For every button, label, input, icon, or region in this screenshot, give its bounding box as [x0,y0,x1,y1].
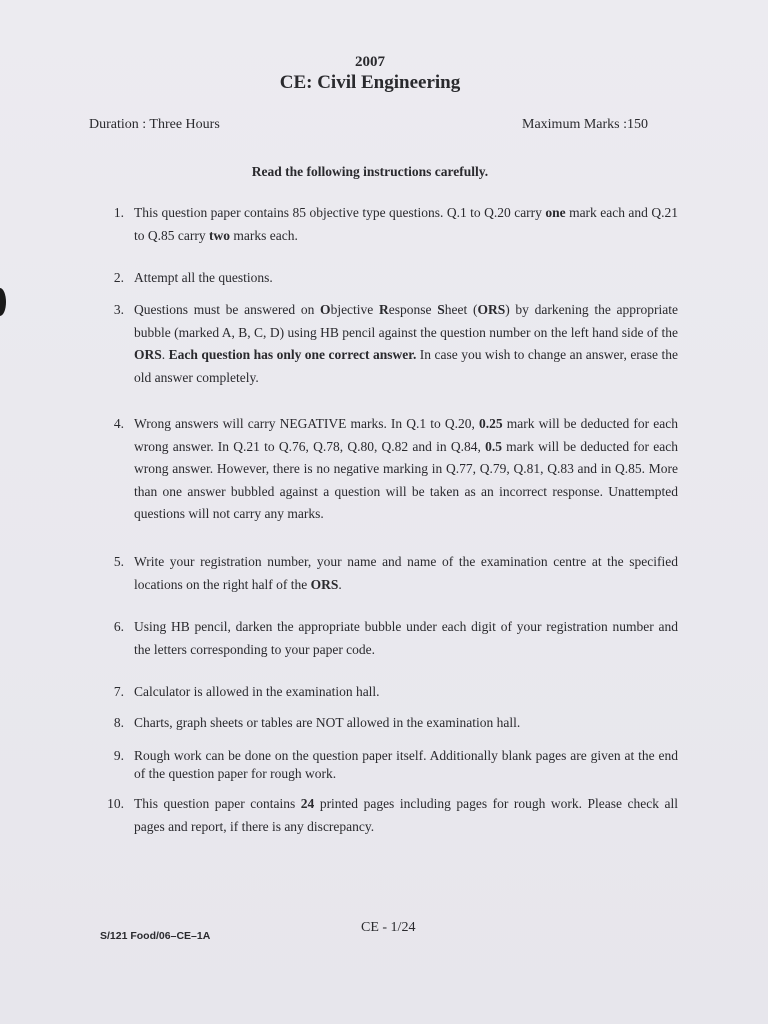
instruction-text: Charts, graph sheets or tables are NOT allowed in the examination hall. [134,715,521,730]
duration-text: Duration : Three Hours [89,117,220,132]
instruction-text: Questions must be answered on Objective Response Sheet (ORS) by darkening the appropriate bubble (marked A, B, C, D) using HB pencil against the question number on the left hand side of the ORS. Each question has only one correct answer. In case you wish to change an answer, erase the old answer completely. [134,302,679,385]
instruction-text: Calculator is allowed in the examination hall. [134,684,380,699]
maximum-marks-text: Maximum Marks :150 [522,117,648,132]
instruction-number: 3. [113,302,124,317]
instruction-number: 10. [107,796,124,811]
instruction-text: Using HB pencil, darken the appropriate bubble under each digit of your registration number and the letters corresponding to your paper code. [134,619,678,657]
exam-year: 2007 [355,54,385,70]
instruction-number: 4. [113,416,124,431]
instruction-text: Rough work can be done on the question paper itself. Additionally blank pages are given at the end of the question paper for rough work. [134,748,678,781]
instruction-text: Wrong answers will carry NEGATIVE marks. In Q.1 to Q.20, 0.25 mark will be deducted for each wrong answer. In Q.21 to Q.76, Q.78, Q.80, Q.82 and in Q.84, 0.5 mark will be deducted for each wrong answer. However, there is no negative marking in Q.77, Q.79, Q.81, Q.83 and in Q.85. More than one answer bubbled against a question will be taken as an incorrect response. Unattempted questions will not carry any marks. [134,416,678,521]
instruction-number: 9. [113,748,124,763]
instruction-number: 6. [113,619,124,634]
punch-hole [0,288,6,316]
instruction-text: Attempt all the questions. [134,270,273,285]
instruction-number: 1. [113,205,124,220]
paper-title: CE: Civil Engineering [279,72,461,93]
instructions-heading: Read the following instructions carefully. [251,164,489,179]
instruction-text: Write your registration number, your name and name of the examination centre at the specified locations on the right half of the ORS. [134,554,678,592]
instruction-number: 7. [113,684,124,699]
paper-code: S/121 Food/06–CE–1A [100,930,211,942]
instruction-number: 5. [113,554,124,569]
instruction-number: 2. [113,270,124,285]
instruction-number: 8. [113,715,124,730]
page-number: CE - 1/24 [361,920,416,935]
instruction-text: This question paper contains 85 objective type questions. Q.1 to Q.20 carry one mark each and Q.21 to Q.85 carry two marks each. [134,205,678,243]
instruction-text: This question paper contains 24 printed pages including pages for rough work. Please check all pages and report, if there is any discrepancy. [134,796,678,834]
